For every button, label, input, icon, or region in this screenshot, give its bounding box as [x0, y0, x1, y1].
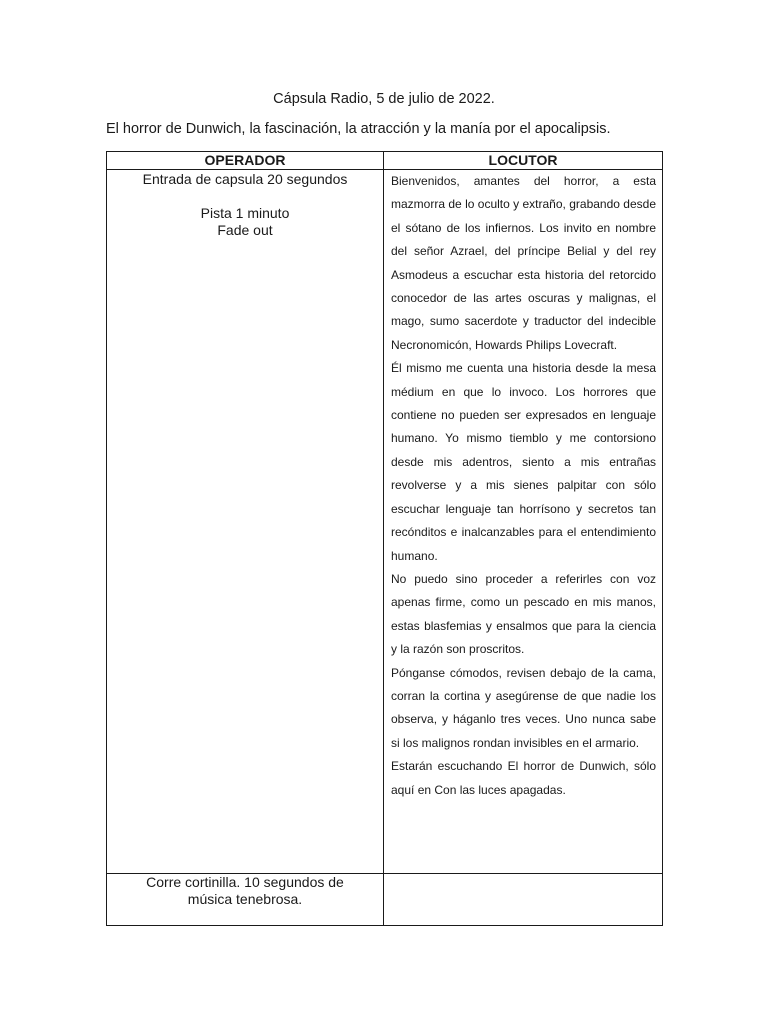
page-subtitle: El horror de Dunwich, la fascinación, la atracción y la manía por el apocalipsis.	[106, 121, 611, 137]
locutor-cell	[384, 170, 663, 874]
header-locutor: LOCUTOR	[384, 152, 663, 170]
operador-pista: Pista 1 minuto	[200, 205, 290, 221]
locutor-paragraph: No puedo sino proceder a referirles con voz apenas firme, como un pescado en mis manos, estas blasfemias y ensalmos que para la ciencia y la razón son proscritos.	[391, 571, 656, 657]
page-title: Cápsula Radio, 5 de julio de 2022.	[273, 91, 495, 107]
header-operador: OPERADOR	[107, 152, 384, 170]
locutor-paragraph: Él mismo me cuenta una historia desde la mesa médium en que lo invoco. Los horrores que contiene no pueden ser expresados en lenguaje humano. Yo mismo tiemblo y me contorsiono desde mis adentros, siento a mis entrañas revolverse y a mis sienes palpitar con sólo escuchar lenguaje tan horrísono y secretos tan recónditos e inalcanzables para el entendimiento humano.	[391, 361, 656, 563]
table-header-row	[107, 152, 663, 170]
table-row	[107, 170, 663, 874]
table-row	[107, 874, 663, 926]
operador-cortinilla-line2: música tenebrosa.	[187, 891, 303, 907]
script-table	[106, 151, 663, 926]
operador-cell	[107, 170, 384, 874]
locutor-cell-empty	[384, 874, 663, 926]
operador-entrada: Entrada de capsula 20 segundos	[142, 171, 348, 187]
operador-cell	[107, 874, 384, 926]
locutor-paragraph: Pónganse cómodos, revisen debajo de la cama, corran la cortina y asegúrense de que nadie los observa, y háganlo tres veces. Uno nunca sabe si los malignos rondan invisibles en el armario.	[391, 665, 656, 750]
operador-fade: Fade out	[217, 222, 273, 238]
operador-cortinilla-line1: Corre cortinilla. 10 segundos de	[146, 874, 344, 890]
locutor-paragraph: Bienvenidos, amantes del horror, a esta mazmorra de lo oculto y extraño, grabando desde el sótano de los infiernos. Los invito en nombre del señor Azrael, del príncipe Belial y del rey Asmodeus a escuchar esta historia del retorcido conocedor de las artes oscuras y malignas, el mago, sumo sacerdote y traductor del indecible Necronomicón, Howards Philips Lovecraft.	[391, 174, 656, 352]
locutor-paragraph: Estarán escuchando El horror de Dunwich, sólo aquí en Con las luces apagadas.	[391, 759, 656, 797]
